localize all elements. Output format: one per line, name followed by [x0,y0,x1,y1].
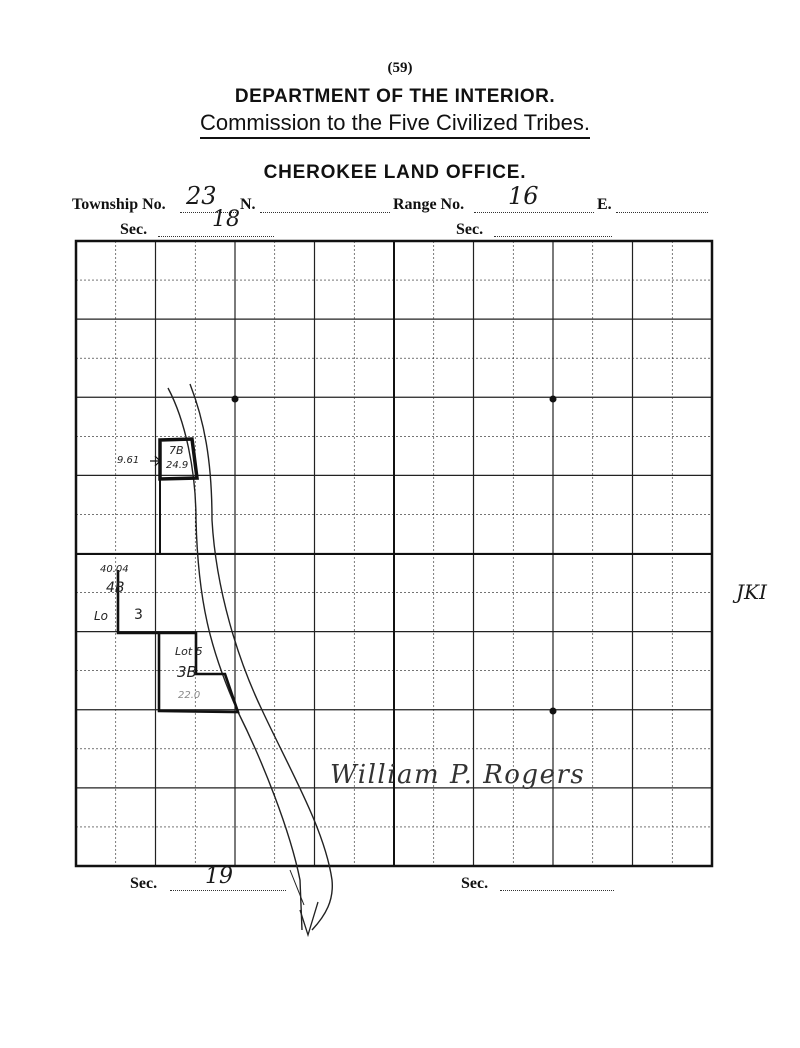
lot-3-area-note: 40.04 [100,564,129,575]
lot-5-area-note: 22.0 [178,690,201,701]
corner-dot [232,396,239,403]
river-line-east [190,384,332,930]
lot-3-code-note: 4B [106,580,125,596]
section-bottom-right-label: Sec. [461,875,489,892]
township-label: Township No. [72,196,166,213]
township-suffix: N. [240,196,256,213]
section-bottom-left-dotline [170,890,286,891]
section-top-left-value: 18 [212,207,240,232]
lot-upper-top-note: 7B [169,444,184,457]
page-number: (59) [387,60,413,76]
lot-5-label-note: Lot 5 [175,645,203,658]
lot-5-code-note: 3B [177,663,197,681]
range-value: 16 [508,182,539,210]
township-value: 23 [186,182,217,210]
river-arrow-tail [290,870,304,905]
corner-dot [550,708,557,715]
lot-upper-bottom-note: 24.9 [166,460,189,471]
range-label: Range No. [393,196,465,213]
section-bottom-left-label: Sec. [130,875,158,892]
river-arrow-head [300,902,318,935]
section-top-right-label: Sec. [456,221,484,238]
commission-text: Commission to the Five Civilized Tribes. [200,110,590,139]
section-top-left-label: Sec. [120,221,148,238]
range-suffix: E. [597,196,612,213]
lot-3-label-note: Lo [94,609,109,623]
lot-3-number-note: 3 [134,607,143,623]
initials: JKI [736,580,767,604]
land-office-heading: CHEROKEE LAND OFFICE. [263,162,527,183]
section-bottom-right-dotline [500,890,614,891]
lot-upper-area-note: 9.61 [117,455,140,466]
corner-dot [550,396,557,403]
department-heading: DEPARTMENT OF THE INTERIOR. [234,86,556,107]
section-bottom-left-value: 19 [205,864,233,889]
signature: William P. Rogers [330,760,586,790]
